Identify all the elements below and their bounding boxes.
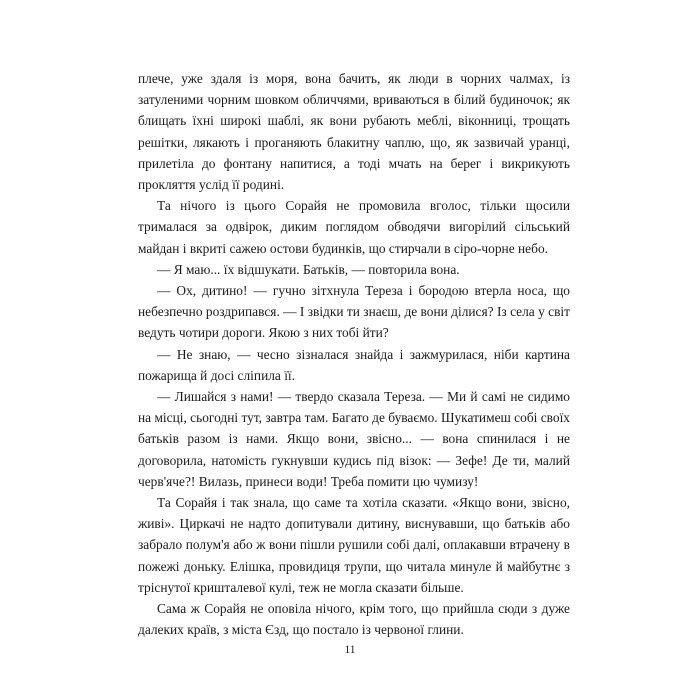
paragraph: Та Сорайя і так знала, що саме та хотіла сказати. «Якщо вони, звісно, живі». Циркачі не надто допитували дитину, виснувавши, що батьків або забрало полум'я або ж вони пішли рушили собі далі, оплакавши втрачену в пожежі доньку. Елішка, провидиця трупи, що читала минуле й майбутнє з тріснутої кришталевої кулі, теж не могла сказати більше. bbox=[138, 495, 570, 595]
paragraph: — Лишайся з нами! — твердо сказала Тереза. — Ми й самі не сидимо на місці, сьогодні тут, завтра там. Багато де буваємо. Шукатимеш собі своїх батьків разом із нами. Якщо вони, звісно... — вона спинилася і не договорила, натомість гукнувши кудись під візок: — Зефе! Де ти, малий черв'яче?! Вилазь, принеси води! Треба помити цю чумизу! bbox=[138, 389, 570, 489]
paragraph: — Ох, дитино! — гучно зітхнула Тереза і бородою втерла носа, що небезпечно роздрипався. — І звідки ти знаєш, де вони ділися? Із села у світ ведуть чотири дороги. Якою з них тобі йти? bbox=[138, 283, 570, 341]
paragraph: Та нічого із цього Сорайя не промовила вголос, тільки щосили трималася за одвірок, диким поглядом обводячи вигорілий сільський майдан і вкриті сажею остови будинків, що стирчали в сіро-чорне небо. bbox=[138, 198, 570, 256]
paragraph: — Не знаю, — чесно зізналася знайда і зажмурилася, ніби картина пожарища й досі сліпила її. bbox=[138, 346, 570, 383]
paragraph: — Я маю... їх відшукати. Батьків, — повторила вона. bbox=[157, 261, 460, 277]
page-text-body bbox=[138, 68, 570, 640]
paragraph: плече, уже здаля із моря, вона бачить, як люди в чорних чалмах, із затуленими чорним шовком обличчями, вриваються в білий будиночок; як блищать їхні широкі шаблі, як вони рубають меблі, віконниці, трощать решітки, лякають і проганяють блакитну чаплю, що, як зазвичай уранці, прилетіла до фонтану напитися, а тоді мчать на берег і викрикують прокляття услід її родині. bbox=[138, 71, 570, 193]
paragraph: Сама ж Сорайя не оповіла нічого, крім того, що прийшла сюди з дуже далеких країв, з міста Єзд, що постало із червоної глини. bbox=[138, 601, 570, 638]
page-number: 11 bbox=[344, 644, 356, 656]
